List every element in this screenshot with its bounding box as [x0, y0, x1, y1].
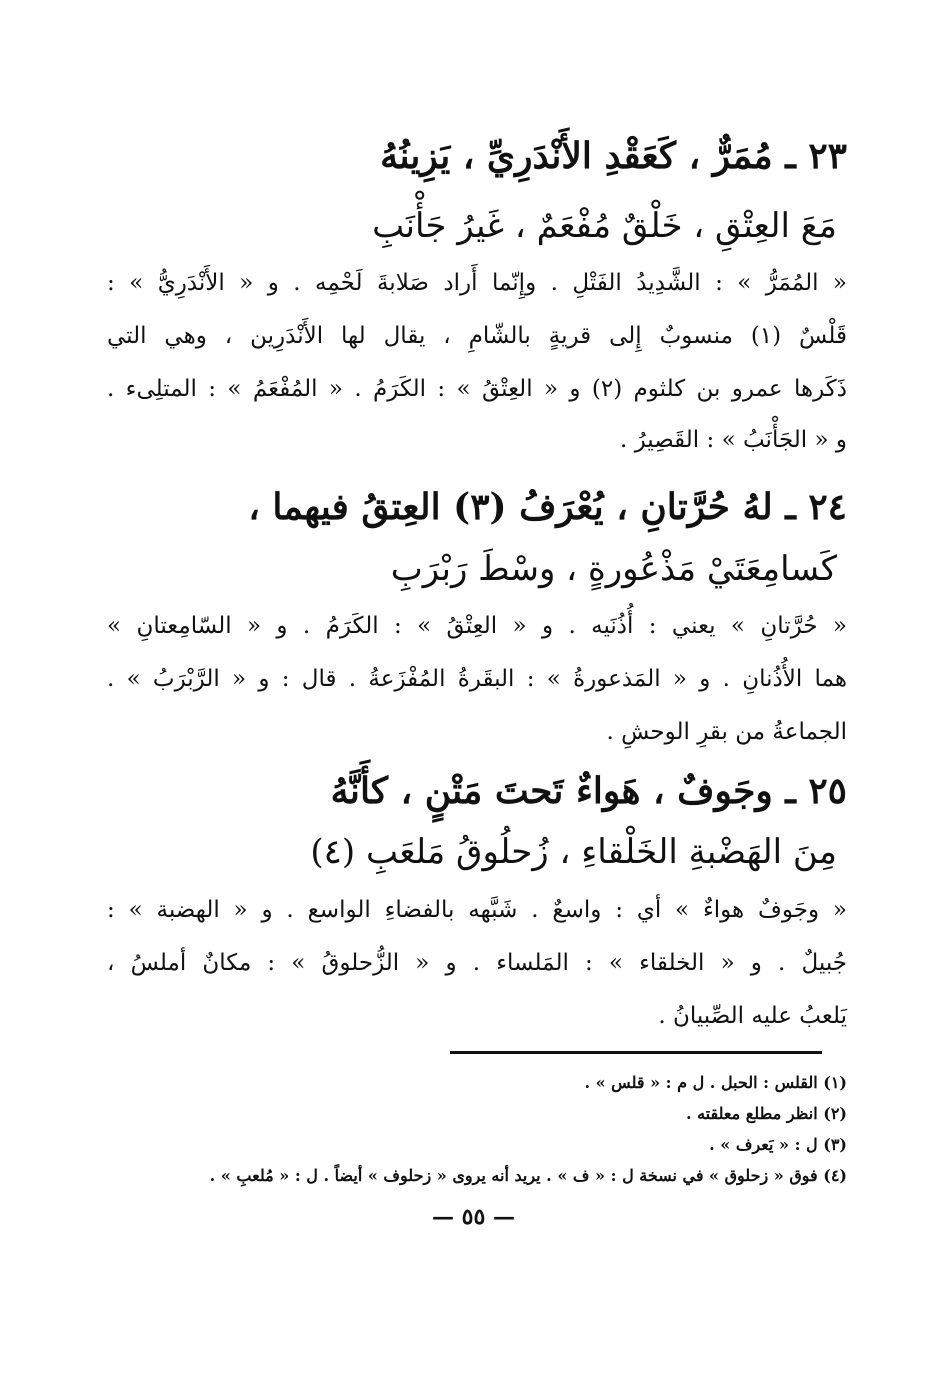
verse-23-line-2: مَعَ العِتْقِ ، خَلْقٌ مُفْعَمٌ ، غَيرُ جَأْنَبِ	[372, 206, 837, 246]
verse-23-gloss-4: و « الجَأْنَبُ » : القَصِيرُ .	[619, 427, 847, 453]
footnote-3: (٣) ل : « يَعرف » .	[709, 1135, 847, 1154]
footnote-separator	[450, 1051, 822, 1054]
verse-24-gloss-1: « حُرَّتانِ » يعني : أُذُنَيه . و « العِتْقُ » : الكَرَمُ . و « السّامِعتانِ »	[107, 613, 847, 639]
verse-24-gloss-2: هما الأُذُنانِ . و « المَذعورةُ » : البقَرةُ المُفْزَعةُ . قال : و « الرَّبْرَبُ » .	[107, 666, 847, 692]
verse-25-gloss-2: جُبيلٌ . و « الخلقاء » : المَلساء . و « الزُّحلوقُ » : مكانٌ أملسُ ،	[107, 950, 847, 976]
verse-23-gloss-1: « المُمَرُّ » : الشَّدِيدُ الفَتْلِ . وإِنّما أَراد صَلابةَ لَحْمِه . و « الأَنْدَرِيُّ » :	[107, 270, 847, 296]
verse-25-gloss-1: « وجَوفٌ هواءٌ » أي : واسعٌ . شَبَّهه بالفضاءِ الواسع . و « الهضبة » :	[107, 897, 847, 923]
verse-25-line-1: ٢٥ ـ وجَوفٌ ، هَواءٌ تَحتَ مَتْنٍ ، كأَنَّهُ	[330, 770, 847, 812]
page-number: — ٥٥ —	[432, 1204, 515, 1230]
verse-25-gloss-3: يَلعبُ عليه الصِّبيانُ .	[658, 1003, 847, 1029]
verse-24-gloss-3: الجماعةُ من بقرِ الوحشِ .	[606, 719, 847, 745]
verse-23-line-1: ٢٣ ـ مُمَرٌّ ، كَعَقْدِ الأَنْدَرِيِّ ، يَزِينُهُ	[380, 135, 847, 177]
footnote-1: (١) القلس : الحبل . ل م : « قلس » .	[584, 1073, 847, 1092]
verse-24-line-2: كَسامِعَتَيْ مَذْعُورةٍ ، وسْطَ رَبْرَبِ	[390, 549, 837, 589]
footnote-2: (٢) انظر مطلع معلقته .	[685, 1104, 847, 1123]
verse-24-line-1: ٢٤ ـ لهُ حُرَّتانِ ، يُعْرَفُ (٣) العِتقُ فيهما ،	[248, 486, 847, 528]
verse-25-line-2: مِنَ الهَضْبةِ الخَلْقاءِ ، زُحلُوقُ مَلعَبِ (٤)	[310, 832, 837, 872]
footnote-4: (٤) فوق « زحلوق » في نسخة ل : « ف » . يريد أنه يروى « زحلوف » أيضاً . ل : « مُلعبِ » .	[209, 1166, 847, 1185]
verse-23-gloss-3: ذَكَرها عمرو بن كلثوم (٢) و « العِتْقُ » : الكَرَمُ . « المُفْعَمُ » : المتلِىء .	[107, 376, 847, 402]
verse-23-gloss-2: قَلْسٌ (١) منسوبٌ إِلى قريةٍ بالشّامِ ، يقال لها الأَنْدَرِين ، وهي التي	[107, 323, 847, 349]
